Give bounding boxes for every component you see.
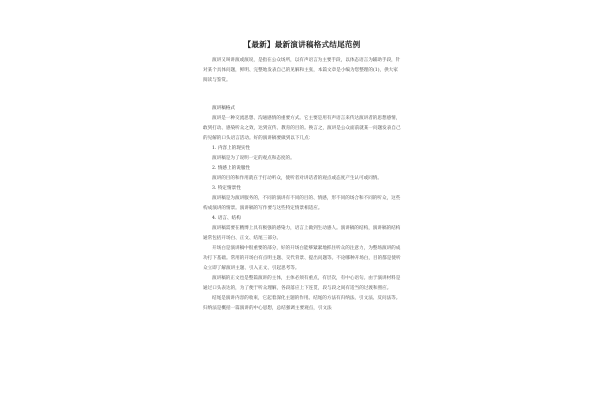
- point-body: 演讲稿需要在精博上具有极强的感染力，语言上做到生动感人。演讲稿的结构，演讲稿的结构通常包括开场白、正文、结尾三部分。: [203, 226, 401, 241]
- opening-paragraph: 开场白是演讲稿中很重要的部分，好的开场白能够紧紧地抓住听众的注意力，为整场演讲的成功打下基础。常用的开场白有点明主题、交代背景、提出问题等。不论哪种开场白，目的都是使听众立即了解演讲主题、引入正文、引起思考等。: [203, 246, 401, 271]
- point-body: 演讲的目的和作用就在于打动听众，使听者对讲话者的观点或态度产生认可或同情。: [212, 176, 382, 181]
- section-heading: 演讲稿格式: [212, 106, 235, 111]
- point-body: 演讲稿是为了说明一定的观点和态度的。: [212, 156, 295, 161]
- point-body: 演讲稿是为演讲服务的，不同的演讲有不同的目的、情感，形不同的场合和不同的听众，这些构成演讲的情景。演讲稿的写作要与这些特定情景相适应。: [203, 196, 401, 211]
- point-heading: 1. 内容上的现实性: [212, 146, 251, 151]
- document-title: 【最新】最新演讲稿格式结尾范例: [243, 40, 361, 49]
- body-paragraph: 演讲稿的正文也是整篇演讲的主体，主体必须有重点，有层次，有中心语句。由于演讲材料是通过口头表达的，为了便于听众理解，各段落应上下连贯，段与段之间有适当的过渡和照应。: [203, 276, 401, 291]
- point-heading: 4. 语言、结构: [212, 216, 241, 221]
- point-heading: 2. 情感上的说服性: [212, 166, 251, 171]
- paragraph: 演讲是一种交流思想、沟通感情的重要方式。它主要是用有声语言来传达演讲者的思想感情，敢到打动、感染听众之效，达到宣传、教育的目的。换言之，演讲是公众面前就某一问题发表自己的见解的口头语言活动。好的演讲稿要做到以下几点：: [203, 116, 401, 141]
- intro-paragraph: 演讲又叫讲演或演说，是指在公众场所，以有声语言为主要手段，以体态语言为辅助手段，针对某个具体问题，鲜明、完整地发表自己的见解和主张，本篇文章是小编为您整理的(1)，供大家阅读与鉴赏。: [203, 58, 401, 83]
- point-heading: 3. 特定情景性: [212, 186, 241, 191]
- document-page: [203, 36, 401, 400]
- ending-paragraph: 结尾是演讲内容的收束，它起着深化主题的作用。结尾的方法有归纳法、引文法、反问法等。归纳法是概括一篇演讲的中心思想，总结强调主要观点，引文法: [203, 296, 401, 311]
